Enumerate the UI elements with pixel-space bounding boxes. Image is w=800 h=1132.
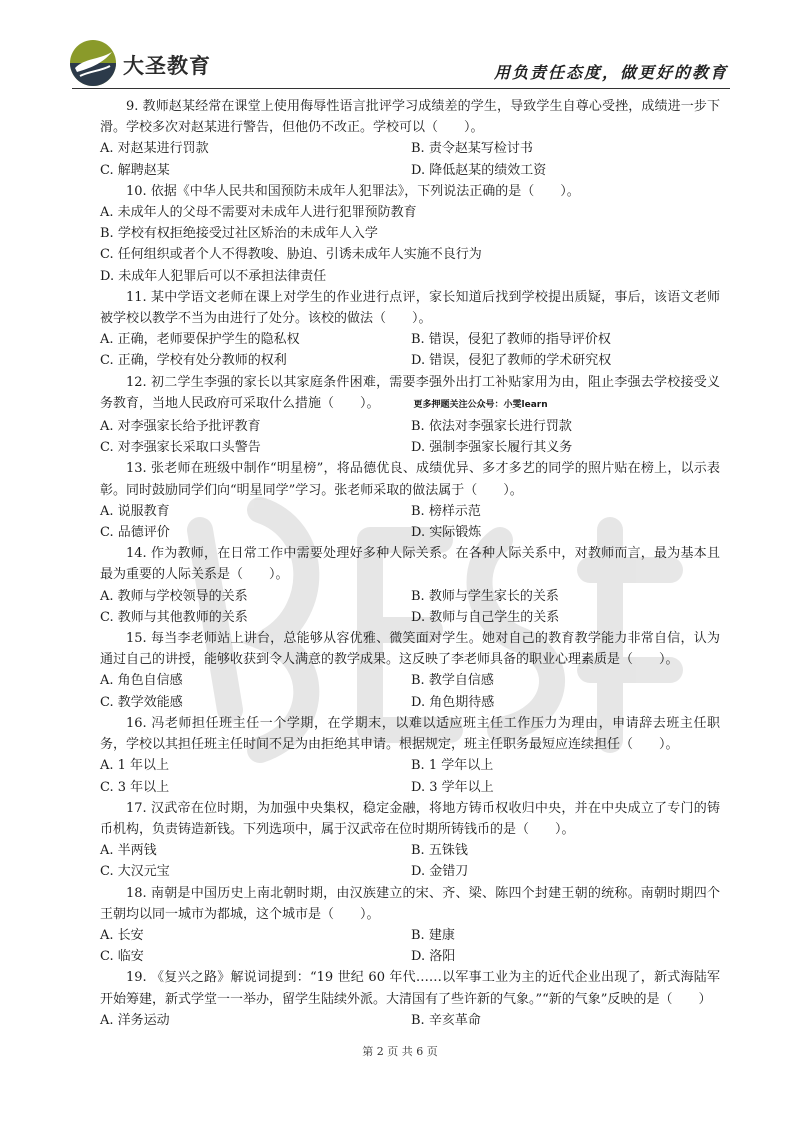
option-d: D. 金错刀 bbox=[411, 864, 469, 880]
option-d: D. 洛阳 bbox=[411, 949, 456, 965]
question-stem: 16. 冯老师担任班主任一个学期，在学期末，以难以适应班主任工作压力为理由，申请辞去班主任职务，学校以其担任班主任时间不足为由拒绝其申请。根据规定，班主任职务最短应连续担任（ ）。 bbox=[100, 715, 720, 753]
option-c: C. 大汉元宝 bbox=[100, 864, 170, 880]
option-c: C. 任何组织或者个人不得教唆、胁迫、引诱未成年人实施不良行为 bbox=[100, 247, 482, 263]
option-d: D. 角色期待感 bbox=[411, 694, 495, 710]
option-b: B. 学校有权拒绝接受过社区矫治的未成年人入学 bbox=[100, 226, 378, 242]
option-a: A. 洋务运动 bbox=[100, 1012, 170, 1028]
option-a: A. 未成年人的父母不需要对未成年人进行犯罪预防教育 bbox=[100, 205, 417, 221]
question-stem: 18. 南朝是中国历史上南北朝时期，由汉族建立的宋、齐、梁、陈四个封建王朝的统称。南朝时期四个王朝均以同一城市为都城，这个城市是（ ）。 bbox=[100, 885, 720, 922]
option-group bbox=[100, 329, 720, 371]
option-a: A. 教师与学校领导的关系 bbox=[100, 588, 248, 604]
option-b: B. 教学自信感 bbox=[411, 673, 494, 689]
option-d: D. 错误，侵犯了教师的学术研究权 bbox=[411, 353, 612, 369]
option-c: C. 正确，学校有处分教师的权利 bbox=[100, 353, 287, 369]
option-a: A. 长安 bbox=[100, 927, 144, 943]
option-c: C. 品德评价 bbox=[100, 525, 170, 541]
option-c: C. 临安 bbox=[100, 949, 144, 965]
option-c: C. 教学效能感 bbox=[100, 694, 183, 710]
option-b: B. 错误，侵犯了教师的指导评价权 bbox=[411, 332, 611, 348]
option-b: B. 依法对李强家长进行罚款 bbox=[411, 419, 572, 435]
option-group bbox=[100, 416, 720, 458]
header-divider bbox=[72, 88, 730, 89]
option-d: D. 降低赵某的绩效工资 bbox=[411, 162, 547, 178]
option-b: B. 责令赵某写检讨书 bbox=[411, 141, 533, 157]
option-group bbox=[100, 925, 720, 967]
question-stem: 13. 张老师在班级中制作“明星榜”，将品德优良、成绩优异、多才多艺的同学的照片贴在榜上，以示表彰。同时鼓励同学们向“明星同学”学习。张老师采取的做法属于（ ）。 bbox=[100, 461, 720, 498]
option-d: D. 教师与自己学生的关系 bbox=[411, 609, 560, 625]
option-a: A. 对李强家长给予批评教育 bbox=[100, 419, 261, 435]
option-group bbox=[100, 586, 720, 628]
option-group bbox=[100, 755, 720, 797]
question-stem: 17. 汉武帝在位时期，为加强中央集权，稳定金融，将地方铸币权收归中央，并在中央成立了专门的铸币机构，负责铸造新钱。下列选项中，属于汉武帝在位时期所铸钱币的是（ ）。 bbox=[100, 800, 720, 837]
option-c: C. 解聘赵某 bbox=[100, 162, 170, 178]
option-a: A. 正确，老师要保护学生的隐私权 bbox=[100, 332, 300, 348]
option-a: A. 1 年以上 bbox=[100, 758, 170, 774]
header-slogan: 用负责任态度，做更好的教育 bbox=[493, 63, 728, 82]
question-stem: 19. 《复兴之路》解说词提到：“19 世纪 60 年代……以军事工业为主的近代企业出现了，新式海陆军开始筹建，新式学堂一一举办，留学生陆续外派。大清国有了些许新的气象。”“新的气象”反映的是（ ） bbox=[100, 970, 720, 1007]
option-a: A. 半两钱 bbox=[100, 843, 157, 859]
brand-logo-icon bbox=[68, 38, 118, 88]
promo-note: 更多押题关注公众号：小雯learn bbox=[413, 399, 548, 410]
option-group bbox=[100, 670, 720, 712]
question-with-note bbox=[100, 372, 720, 416]
option-c: C. 3 年以上 bbox=[100, 779, 170, 795]
question-stem: 12. 初二学生李强的家长以其家庭条件困难，需要李强外出打工补贴家用为由，阻止李强去学校接受义务教育，当地人民政府可采取什么措施（ ）。 bbox=[100, 374, 720, 411]
option-group bbox=[100, 202, 720, 287]
option-group bbox=[100, 1010, 720, 1031]
option-b: B. 建康 bbox=[411, 927, 455, 943]
question-stem: 15. 每当李老师站上讲台，总能够从容优雅、微笑面对学生。她对自己的教育教学能力非常自信，认为通过自己的讲授，能够收获到令人满意的教学成果。这反映了李老师具备的职业心理素质是（ ）。 bbox=[100, 631, 720, 668]
option-d: D. 强制李强家长履行其义务 bbox=[411, 440, 573, 456]
brand-name: 大圣教育 bbox=[123, 54, 211, 78]
question-stem: 9. 教师赵某经常在课堂上使用侮辱性语言批评学习成绩差的学生，导致学生自尊心受挫，成绩进一步下滑。学校多次对赵某进行警告，但他仍不改正。学校可以（ ）。 bbox=[100, 99, 720, 136]
question-stem: 10. 依据《中华人民共和国预防未成年人犯罪法》，下列说法正确的是（ ）。 bbox=[126, 183, 580, 199]
option-b: B. 榜样示范 bbox=[411, 503, 481, 519]
option-b: B. 五铢钱 bbox=[411, 843, 468, 859]
question-list bbox=[100, 96, 720, 1031]
option-group bbox=[100, 138, 720, 180]
option-b: B. 辛亥革命 bbox=[411, 1012, 481, 1028]
option-a: A. 对赵某进行罚款 bbox=[100, 141, 209, 157]
page-header bbox=[0, 0, 800, 92]
option-c: C. 教师与其他教师的关系 bbox=[100, 609, 248, 625]
question-stem: 14. 作为教师，在日常工作中需要处理好多种人际关系。在各种人际关系中，对教师而言，最为基本且最为重要的人际关系是（ ）。 bbox=[100, 546, 720, 583]
option-group bbox=[100, 840, 720, 882]
option-group bbox=[100, 501, 720, 543]
question-stem: 11. 某中学语文老师在课上对学生的作业进行点评，家长知道后找到学校提出质疑，事后，该语文老师被学校以教学不当为由进行了处分。该校的做法（ ）。 bbox=[100, 289, 720, 327]
option-b: B. 1 学年以上 bbox=[411, 758, 494, 774]
option-a: A. 说服教育 bbox=[100, 503, 170, 519]
option-a: A. 角色自信感 bbox=[100, 673, 183, 689]
option-c: C. 对李强家长采取口头警告 bbox=[100, 440, 261, 456]
option-d: D. 3 学年以上 bbox=[411, 779, 494, 795]
option-d: D. 实际锻炼 bbox=[411, 525, 482, 541]
option-d: D. 未成年人犯罪后可以不承担法律责任 bbox=[100, 268, 327, 284]
option-b: B. 教师与学生家长的关系 bbox=[411, 588, 559, 604]
page-number: 第 2 页 共 6 页 bbox=[362, 1045, 438, 1058]
